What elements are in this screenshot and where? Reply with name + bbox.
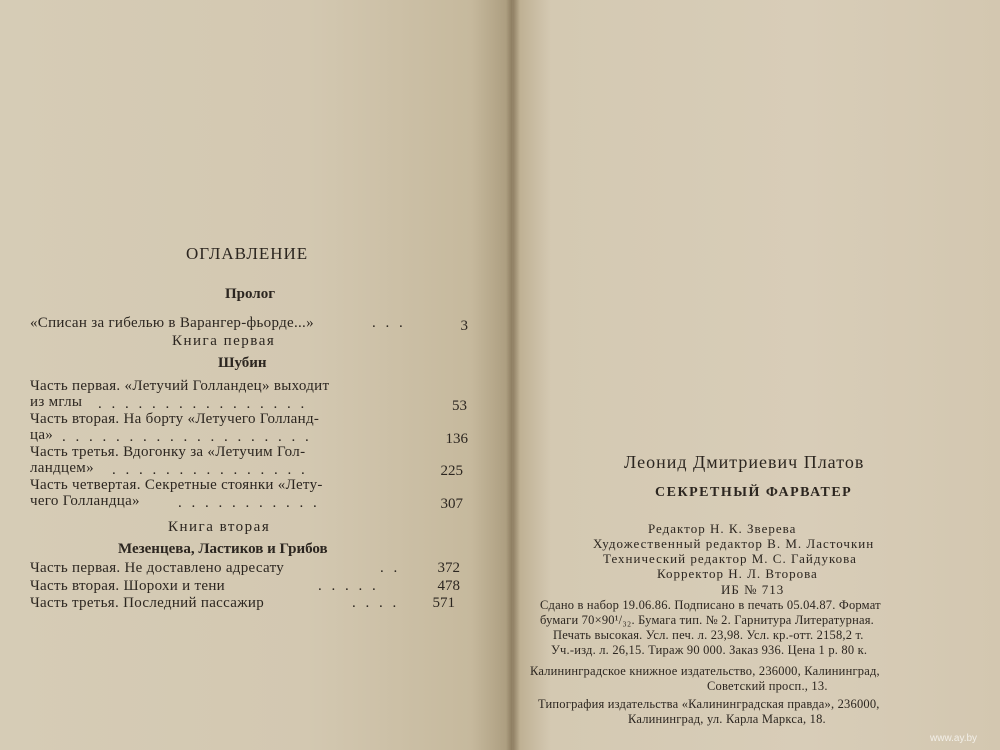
imprint-line-3: Печать высокая. Усл. печ. л. 23,98. Усл. кр.-отт. 2158,2 т. [553,628,864,642]
author-name: Леонид Дмитриевич Платов [624,452,865,472]
book1-part3-page: 225 [440,463,463,479]
credit-editor: Редактор Н. К. Зверева [648,521,797,536]
book1-part3-line2: ландцем» [30,460,94,476]
book-gutter [506,0,520,750]
book1-part3-dots: . . . . . . . . . . . . . . . [112,462,308,478]
imprint-line-4: Уч.-изд. л. 26,15. Тираж 90 000. Заказ 936. Цена 1 р. 80 к. [551,643,868,657]
book1-part4-dots: . . . . . . . . . . . [178,495,320,511]
book2-part2-text: Часть вторая. Шорохи и тени [30,578,226,594]
book2-part1-text: Часть первая. Не доставлено адресату [30,560,285,576]
imprint-line-2: бумаги 70×90¹/₃₂. Бумага тип. № 2. Гарнитура Литературная. [540,613,875,627]
book2-part3-dots: . . . . [352,595,400,611]
book1-part4-page: 307 [440,496,463,512]
publisher-line-2: Советский просп., 13. [707,679,828,693]
book1-heading: Книга первая [172,333,276,349]
credit-tech-editor: Технический редактор М. С. Гайдукова [603,551,857,566]
book1-subtitle: Шубин [218,355,267,371]
book1-part2-page: 136 [445,431,468,447]
publisher-line-1: Калининградское книжное издательство, 236000, Калининград, [530,664,880,678]
book1-part4-line1: Часть четвертая. Секретные стоянки «Лету- [30,477,323,493]
site-watermark: www.ay.by [930,733,978,744]
prologue-heading: Пролог [225,286,276,302]
book1-part1-line1: Часть первая. «Летучий Голландец» выходит [30,378,330,394]
book2-part1-page: 372 [437,560,460,576]
toc-title: ОГЛАВЛЕНИЕ [186,244,309,263]
book-title: СЕКРЕТНЫЙ ФАРВАТЕР [655,485,853,500]
book2-part2-dots: . . . . . [318,578,379,594]
book2-heading: Книга вторая [168,519,271,535]
book1-part1-dots: . . . . . . . . . . . . . . . . [98,396,308,412]
book2-part3-page: 571 [432,595,455,611]
credit-proofreader: Корректор Н. Л. Второва [657,566,818,581]
book1-part4-line2: чего Голландца» [30,493,140,509]
credit-art-editor: Художественный редактор В. М. Ласточкин [593,536,875,551]
prologue-dots: . . . [372,315,406,331]
book1-part3-line1: Часть третья. Вдогонку за «Летучим Гол- [30,444,306,460]
book1-part2-line2: ца» [30,427,54,443]
book1-part1-line2: из мглы [30,394,83,410]
printer-line-2: Калининград, ул. Карла Маркса, 18. [628,712,826,726]
imprint-line-1: Сдано в набор 19.06.86. Подписано в печать 05.04.87. Формат [540,598,881,612]
prologue-entry: «Списан за гибелью в Варангер-фьорде...» [30,315,314,331]
ib-number: ИБ № 713 [721,582,785,597]
book1-part1-page: 53 [452,398,467,414]
printer-line-1: Типография издательства «Калининградская правда», 236000, [538,697,880,711]
book2-subtitle: Мезенцева, Ластиков и Грибов [118,541,328,557]
book1-part2-line1: Часть вторая. На борту «Летучего Голланд- [30,411,320,427]
prologue-page: 3 [460,318,468,334]
book2-part3-text: Часть третья. Последний пассажир [30,595,265,611]
book2-part1-dots: . . [380,560,401,576]
book2-part2-page: 478 [437,578,460,594]
book1-part2-dots: . . . . . . . . . . . . . . . . . . . [62,429,312,445]
